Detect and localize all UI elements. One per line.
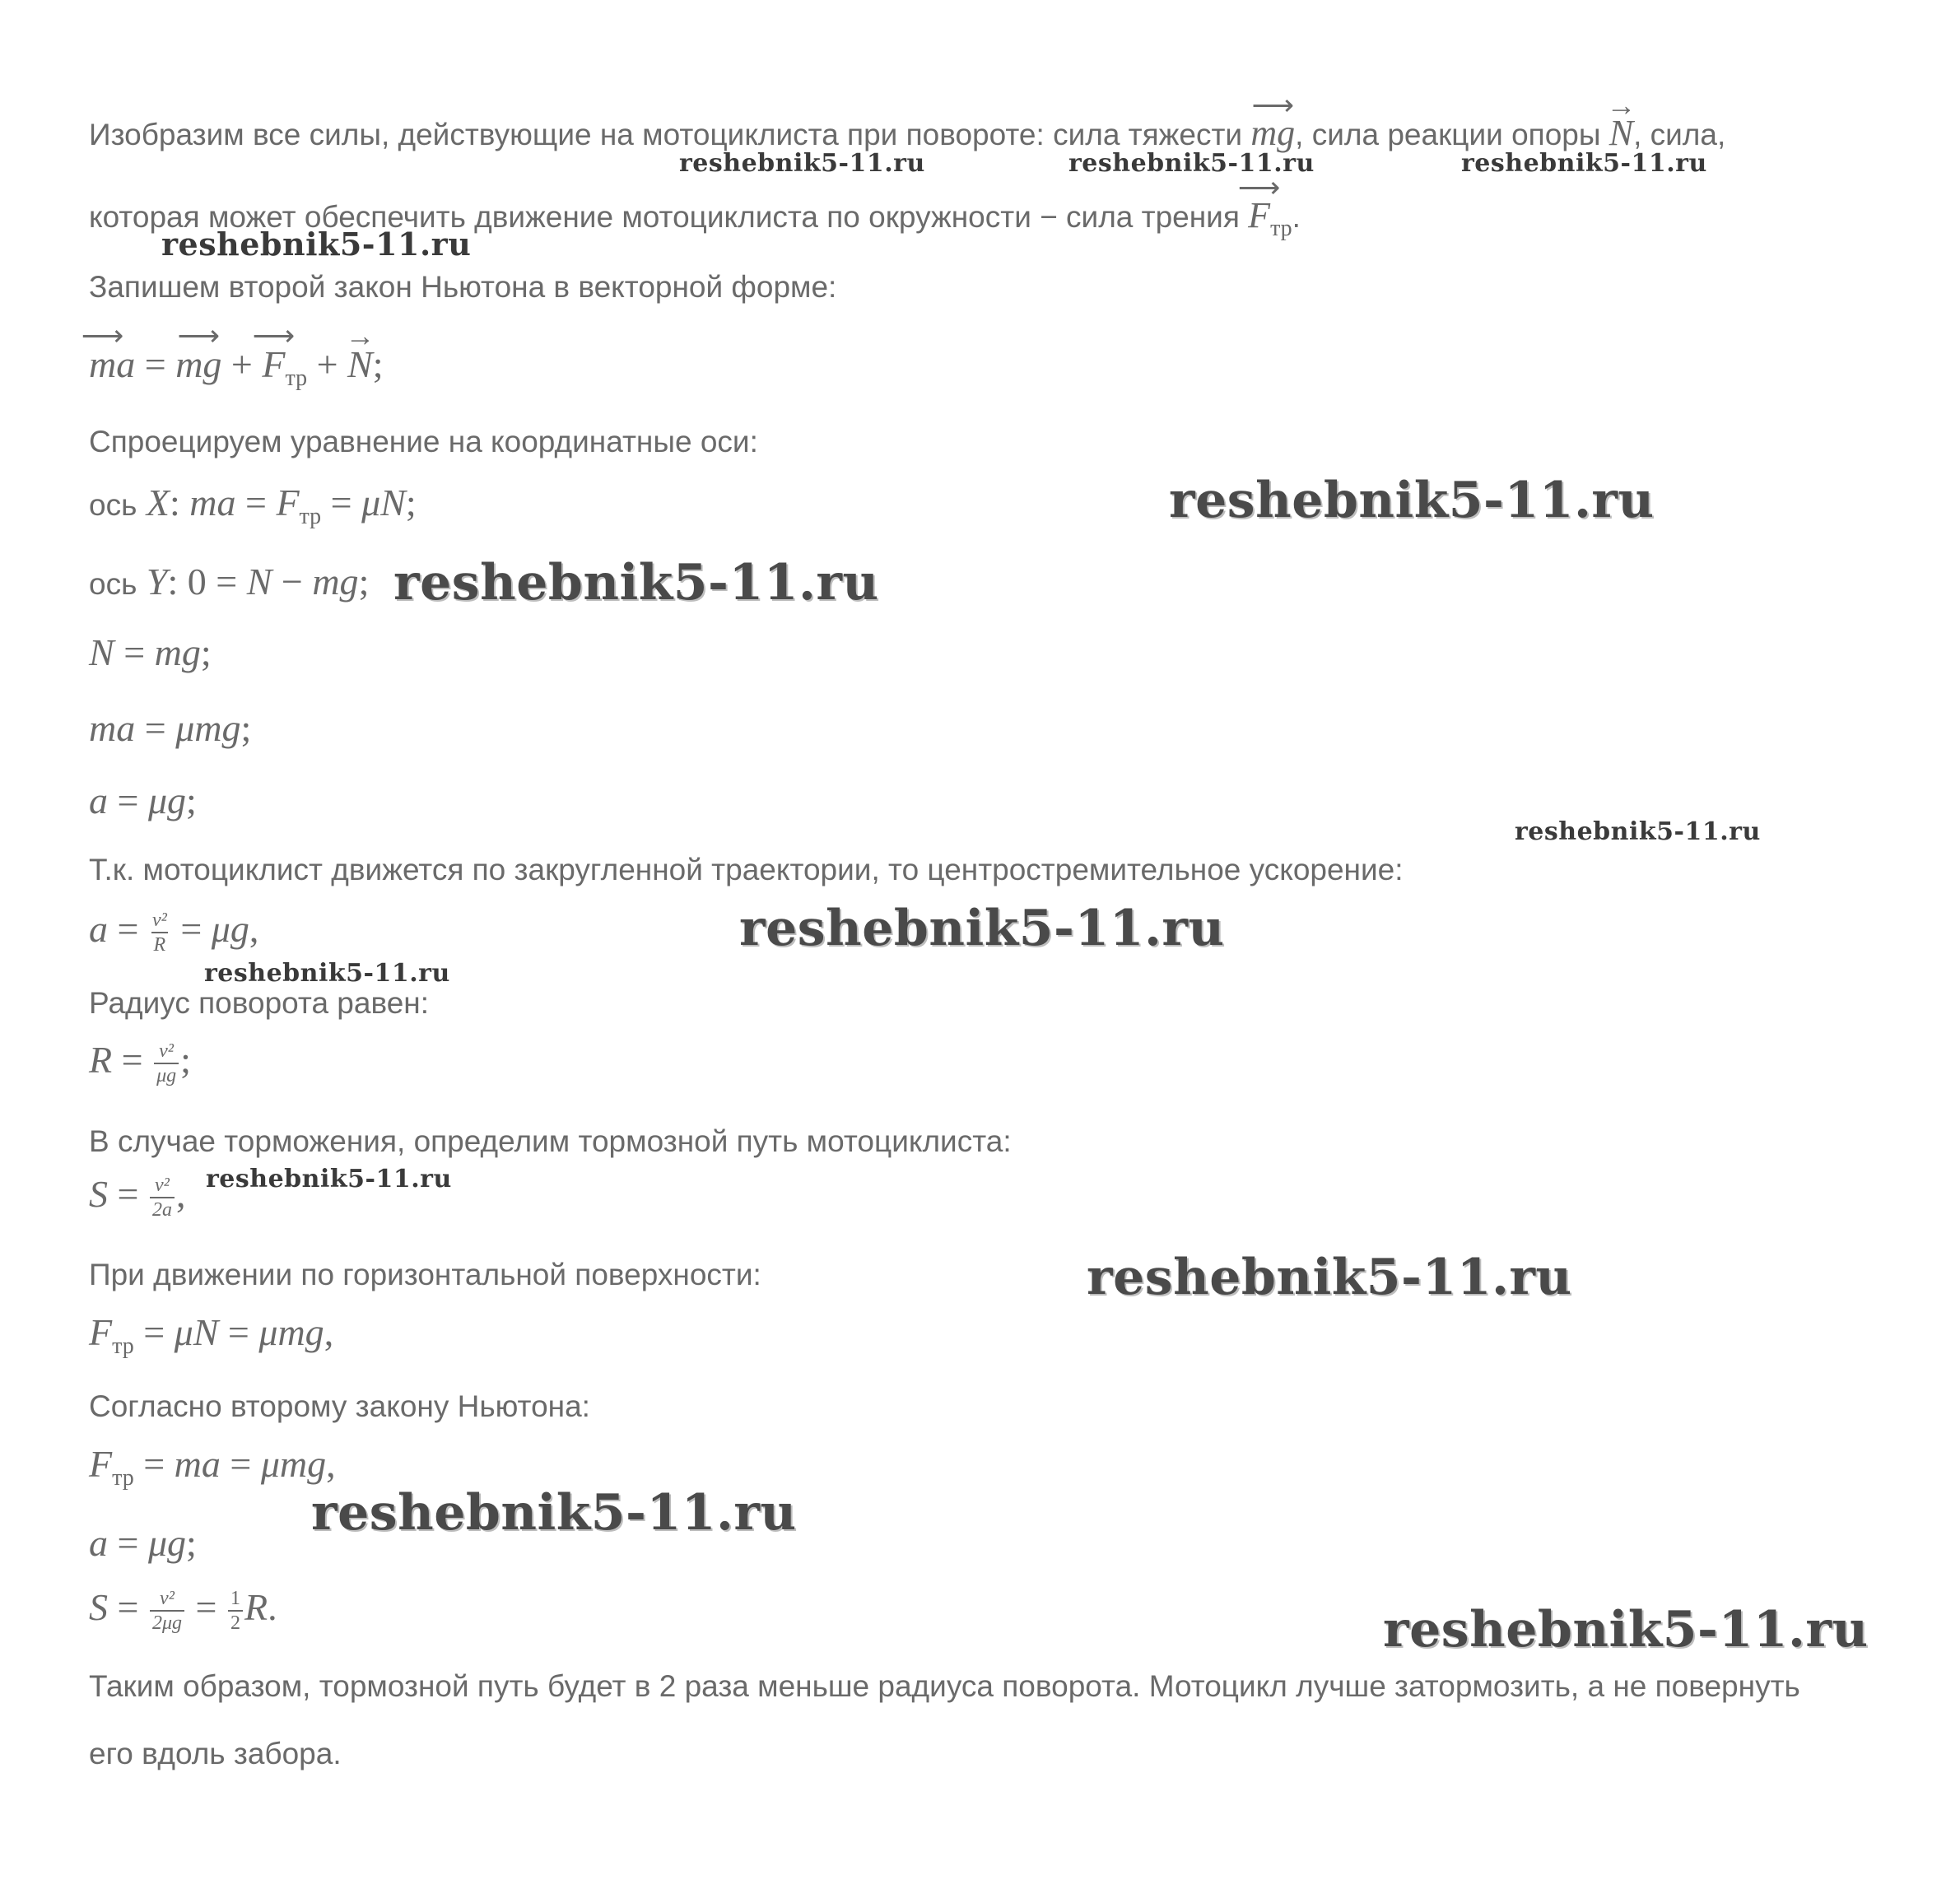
braking-heading: В случае торможения, определим тормозной путь мотоциклиста: (89, 1124, 1012, 1158)
equation-friction-newton: $F_{тр}$ = ma = μmg, (89, 1443, 336, 1491)
vec-N: → N (1609, 113, 1633, 153)
projection-heading: Спроецируем уравнение на координатные оси: (89, 425, 758, 458)
newton-vector-heading: Запишем второй закон Ньютона в векторной форме: (89, 270, 837, 304)
conclusion-line-2: его вдоль забора. (89, 1737, 342, 1770)
intro-line-1 (89, 115, 1725, 151)
horizontal-heading: При движении по горизонтальной поверхности: (89, 1258, 761, 1291)
equation-friction: $F_{тр} = \mu N = \mu mg$, (89, 1311, 334, 1359)
intro-text-comma2: , сила, (1633, 118, 1726, 151)
equation-vector-newton: ⟶ ma = ⟶ mg + ⟶ $F_{тр}$ + → N; (89, 346, 383, 390)
watermark: reshebnik5-11.ru (1461, 149, 1707, 178)
conclusion-line-1: Таким образом, тормозной путь будет в 2 раза меньше радиуса поворота. Мотоцикл лучше затормозить, а не повернуть (89, 1669, 1800, 1703)
watermark: reshebnik5-11.ru (204, 959, 450, 988)
watermark: reshebnik5-11.ru (393, 554, 879, 612)
watermark: reshebnik5-11.ru (206, 1165, 452, 1193)
watermark: reshebnik5-11.ru (1087, 1249, 1572, 1306)
equation-braking: S = $\frac{\text{v²}}{2a}$ , (89, 1173, 186, 1221)
watermark: reshebnik5-11.ru (739, 900, 1225, 957)
equation-a-1: a = μg; (89, 779, 197, 821)
vec-mg: ⟶ mg (1250, 113, 1295, 153)
centripetal-heading: Т.к. мотоциклист движется по закругленной траектории, то центростремительное ускорение: (89, 853, 1404, 886)
watermark: reshebnik5-11.ru (1068, 149, 1315, 178)
watermark: reshebnik5-11.ru (1515, 817, 1761, 846)
equation-a-2: a = μg; (89, 1522, 197, 1564)
watermark: reshebnik5-11.ru (161, 226, 472, 263)
equation-axis-y: ось Y: 0 = N − mg; (89, 561, 370, 603)
watermark: reshebnik5-11.ru (1383, 1601, 1869, 1659)
equation-S-final: S = $\frac{\text{v²}}{2\mu g}$ = $\frac{1}{2}$ R. (89, 1586, 277, 1635)
equation-N: N = mg; (89, 631, 212, 673)
vec-Ftr: ⟶ $F_{тр}$ (1248, 195, 1292, 235)
watermark: reshebnik5-11.ru (311, 1484, 797, 1542)
watermark: reshebnik5-11.ru (1169, 472, 1655, 529)
axis-x-label: ось (89, 488, 137, 522)
equation-ma: ma = μmg; (89, 707, 252, 749)
equation-radius: R = $\frac{\text{v²}}{\mu g}$ ; (89, 1039, 191, 1087)
radius-heading: Радиус поворота равен: (89, 986, 429, 1020)
intro-text-comma1: , сила реакции опоры (1295, 118, 1601, 151)
equation-axis-x: ось X: ma = $F_{тр} = \mu N$; (89, 482, 417, 529)
axis-y-label: ось (89, 567, 137, 601)
intro-text-1: Изобразим все силы, действующие на мотоциклиста при повороте: сила тяжести (89, 118, 1243, 151)
intro-text-2-end: . (1292, 200, 1301, 234)
intro-text-2: которая может обеспечить движение мотоциклиста по окружности − сила трения (89, 200, 1240, 234)
newton2-heading: Согласно второму закону Ньютона: (89, 1389, 590, 1423)
equation-centripetal: a = $\frac{\text{v²}}{R}$ = μg, (89, 908, 259, 956)
watermark: reshebnik5-11.ru (679, 149, 925, 178)
